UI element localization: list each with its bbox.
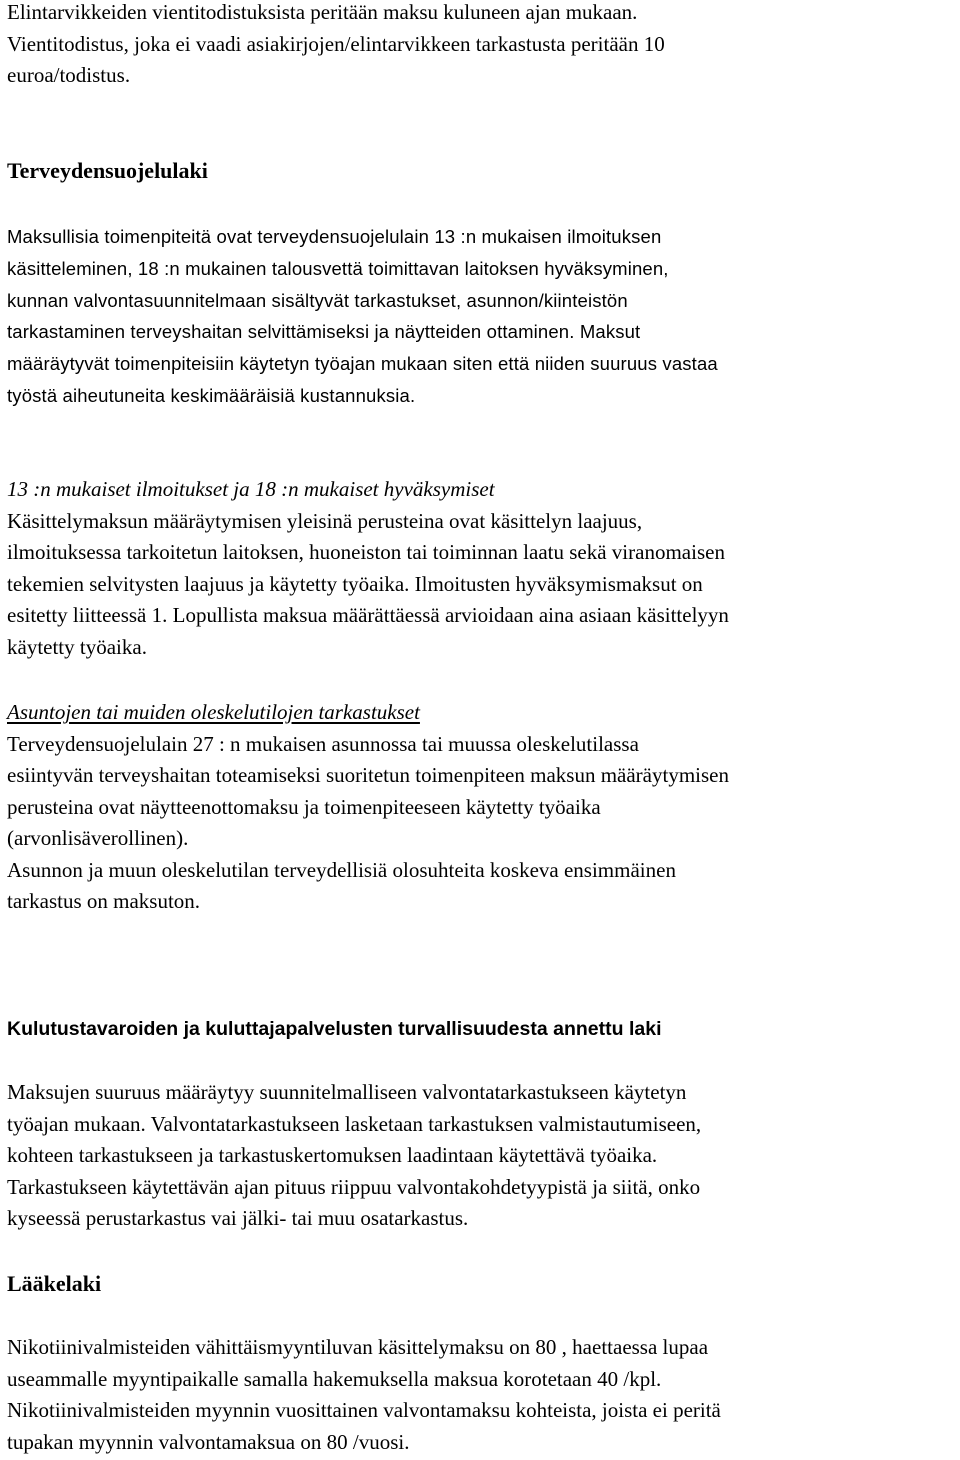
text-line: työajan mukaan. Valvontatarkastukseen lasketaan tarkastuksen valmistautumiseen, <box>7 1111 702 1136</box>
text-line: kohteen tarkastukseen ja tarkastuskertomuksen laadintaan käytettävä työaika. <box>7 1143 658 1167</box>
text-line: Nikotiinivalmisteiden vähittäismyyntiluvan käsittelymaksu on 80 , haettaessa lupaa <box>7 1335 709 1359</box>
text-line: työstä aiheutuneita keskimääräisiä kustannuksia. <box>7 384 416 406</box>
text-line: Nikotiinivalmisteiden myynnin vuosittainen valvontamaksu kohteista, joista ei peritä <box>7 1398 721 1422</box>
text-line: Maksujen suuruus määräytyy suunnitelmalliseen valvontatarkastukseen käytetyn <box>7 1080 687 1104</box>
text-line: tupakan myynnin valvontamaksua on 80 /vuosi. <box>7 1429 410 1454</box>
intro-paragraph <box>7 0 952 92</box>
text-line: kunnan valvontasuunnitelmaan sisältyvät tarkastukset, asunnon/kiinteistön <box>7 289 628 311</box>
text-line: Asunnon ja muun oleskelutilan terveydellisiä olosuhteita koskeva ensimmäinen <box>7 857 676 882</box>
terveydensuojelulaki-paragraph <box>7 221 952 412</box>
text-line: ilmoituksessa tarkoitetun laitoksen, huoneiston tai toiminnan laatu sekä viranomaisen <box>7 540 725 564</box>
asuntojen-section <box>7 697 952 918</box>
text-line: Elintarvikkeiden vientitodistuksista peritään maksu kuluneen ajan mukaan. <box>7 0 638 24</box>
text-line: tarkastus on maksuton. <box>7 889 201 913</box>
ilmoitukset-section <box>7 474 952 663</box>
text-line: (arvonlisäverollinen). <box>7 826 189 850</box>
text-line: useammalle myyntipaikalle samalla hakemuksella maksua korotetaan 40 /kpl. <box>7 1366 662 1391</box>
text-line: perusteina ovat näytteenottomaksu ja toimenpiteeseen käytetty työaika <box>7 794 601 819</box>
text-line: käsitteleminen, 18 :n mukainen talousvettä toimittavan laitoksen hyväksyminen, <box>7 257 669 279</box>
kulutustavaroiden-paragraph <box>7 1077 952 1235</box>
subheading-ilmoitukset: 13 :n mukaiset ilmoitukset ja 18 :n mukaiset hyväksymiset <box>7 477 495 501</box>
text-line: euroa/todistus. <box>7 63 131 87</box>
text-line: käytetty työaika. <box>7 634 147 659</box>
text-line: Tarkastukseen käytettävän ajan pituus riippuu valvontakohdetyypistä ja siitä, onko <box>7 1174 701 1199</box>
section-heading-laakelaki: Lääkelaki <box>7 1271 102 1296</box>
text-line: Käsittelymaksun määräytymisen yleisinä perusteina ovat käsittelyn laajuus, <box>7 508 643 533</box>
text-line: esiintyvän terveyshaitan toteamiseksi suoritetun toimenpiteen maksun määräytymisen <box>7 763 729 787</box>
section-heading-terveydensuojelulaki: Terveydensuojelulaki <box>7 158 208 183</box>
text-line: määräytyvät toimenpiteisiin käytetyn työajan mukaan siten että niiden suuruus vastaa <box>7 353 718 375</box>
laakelaki-paragraph <box>7 1332 952 1458</box>
text-line: tekemien selvitysten laajuus ja käytetty työaika. Ilmoitusten hyväksymismaksut on <box>7 571 703 596</box>
text-line: kyseessä perustarkastus vai jälki- tai muu osatarkastus. <box>7 1206 469 1230</box>
subheading-asuntojen: Asuntojen tai muiden oleskelutilojen tarkastukset <box>7 700 420 724</box>
text-line: Maksullisia toimenpiteitä ovat terveydensuojelulain 13 :n mukaisen ilmoituksen <box>7 226 662 247</box>
text-line: esitetty liitteessä 1. Lopullista maksua määrättäessä arvioidaan aina asiaan käsittelyyn <box>7 603 729 627</box>
text-line: Terveydensuojelulain 27 : n mukaisen asunnossa tai muussa oleskelutilassa <box>7 731 639 756</box>
section-heading-kulutustavaroiden: Kulutustavaroiden ja kuluttajapalvelusten turvallisuudesta annettu laki <box>7 1018 662 1040</box>
text-line: Vientitodistus, joka ei vaadi asiakirjojen/elintarvikkeen tarkastusta peritään 10 <box>7 31 665 56</box>
text-line: tarkastaminen terveyshaitan selvittämiseksi ja näytteiden ottaminen. Maksut <box>7 321 641 343</box>
